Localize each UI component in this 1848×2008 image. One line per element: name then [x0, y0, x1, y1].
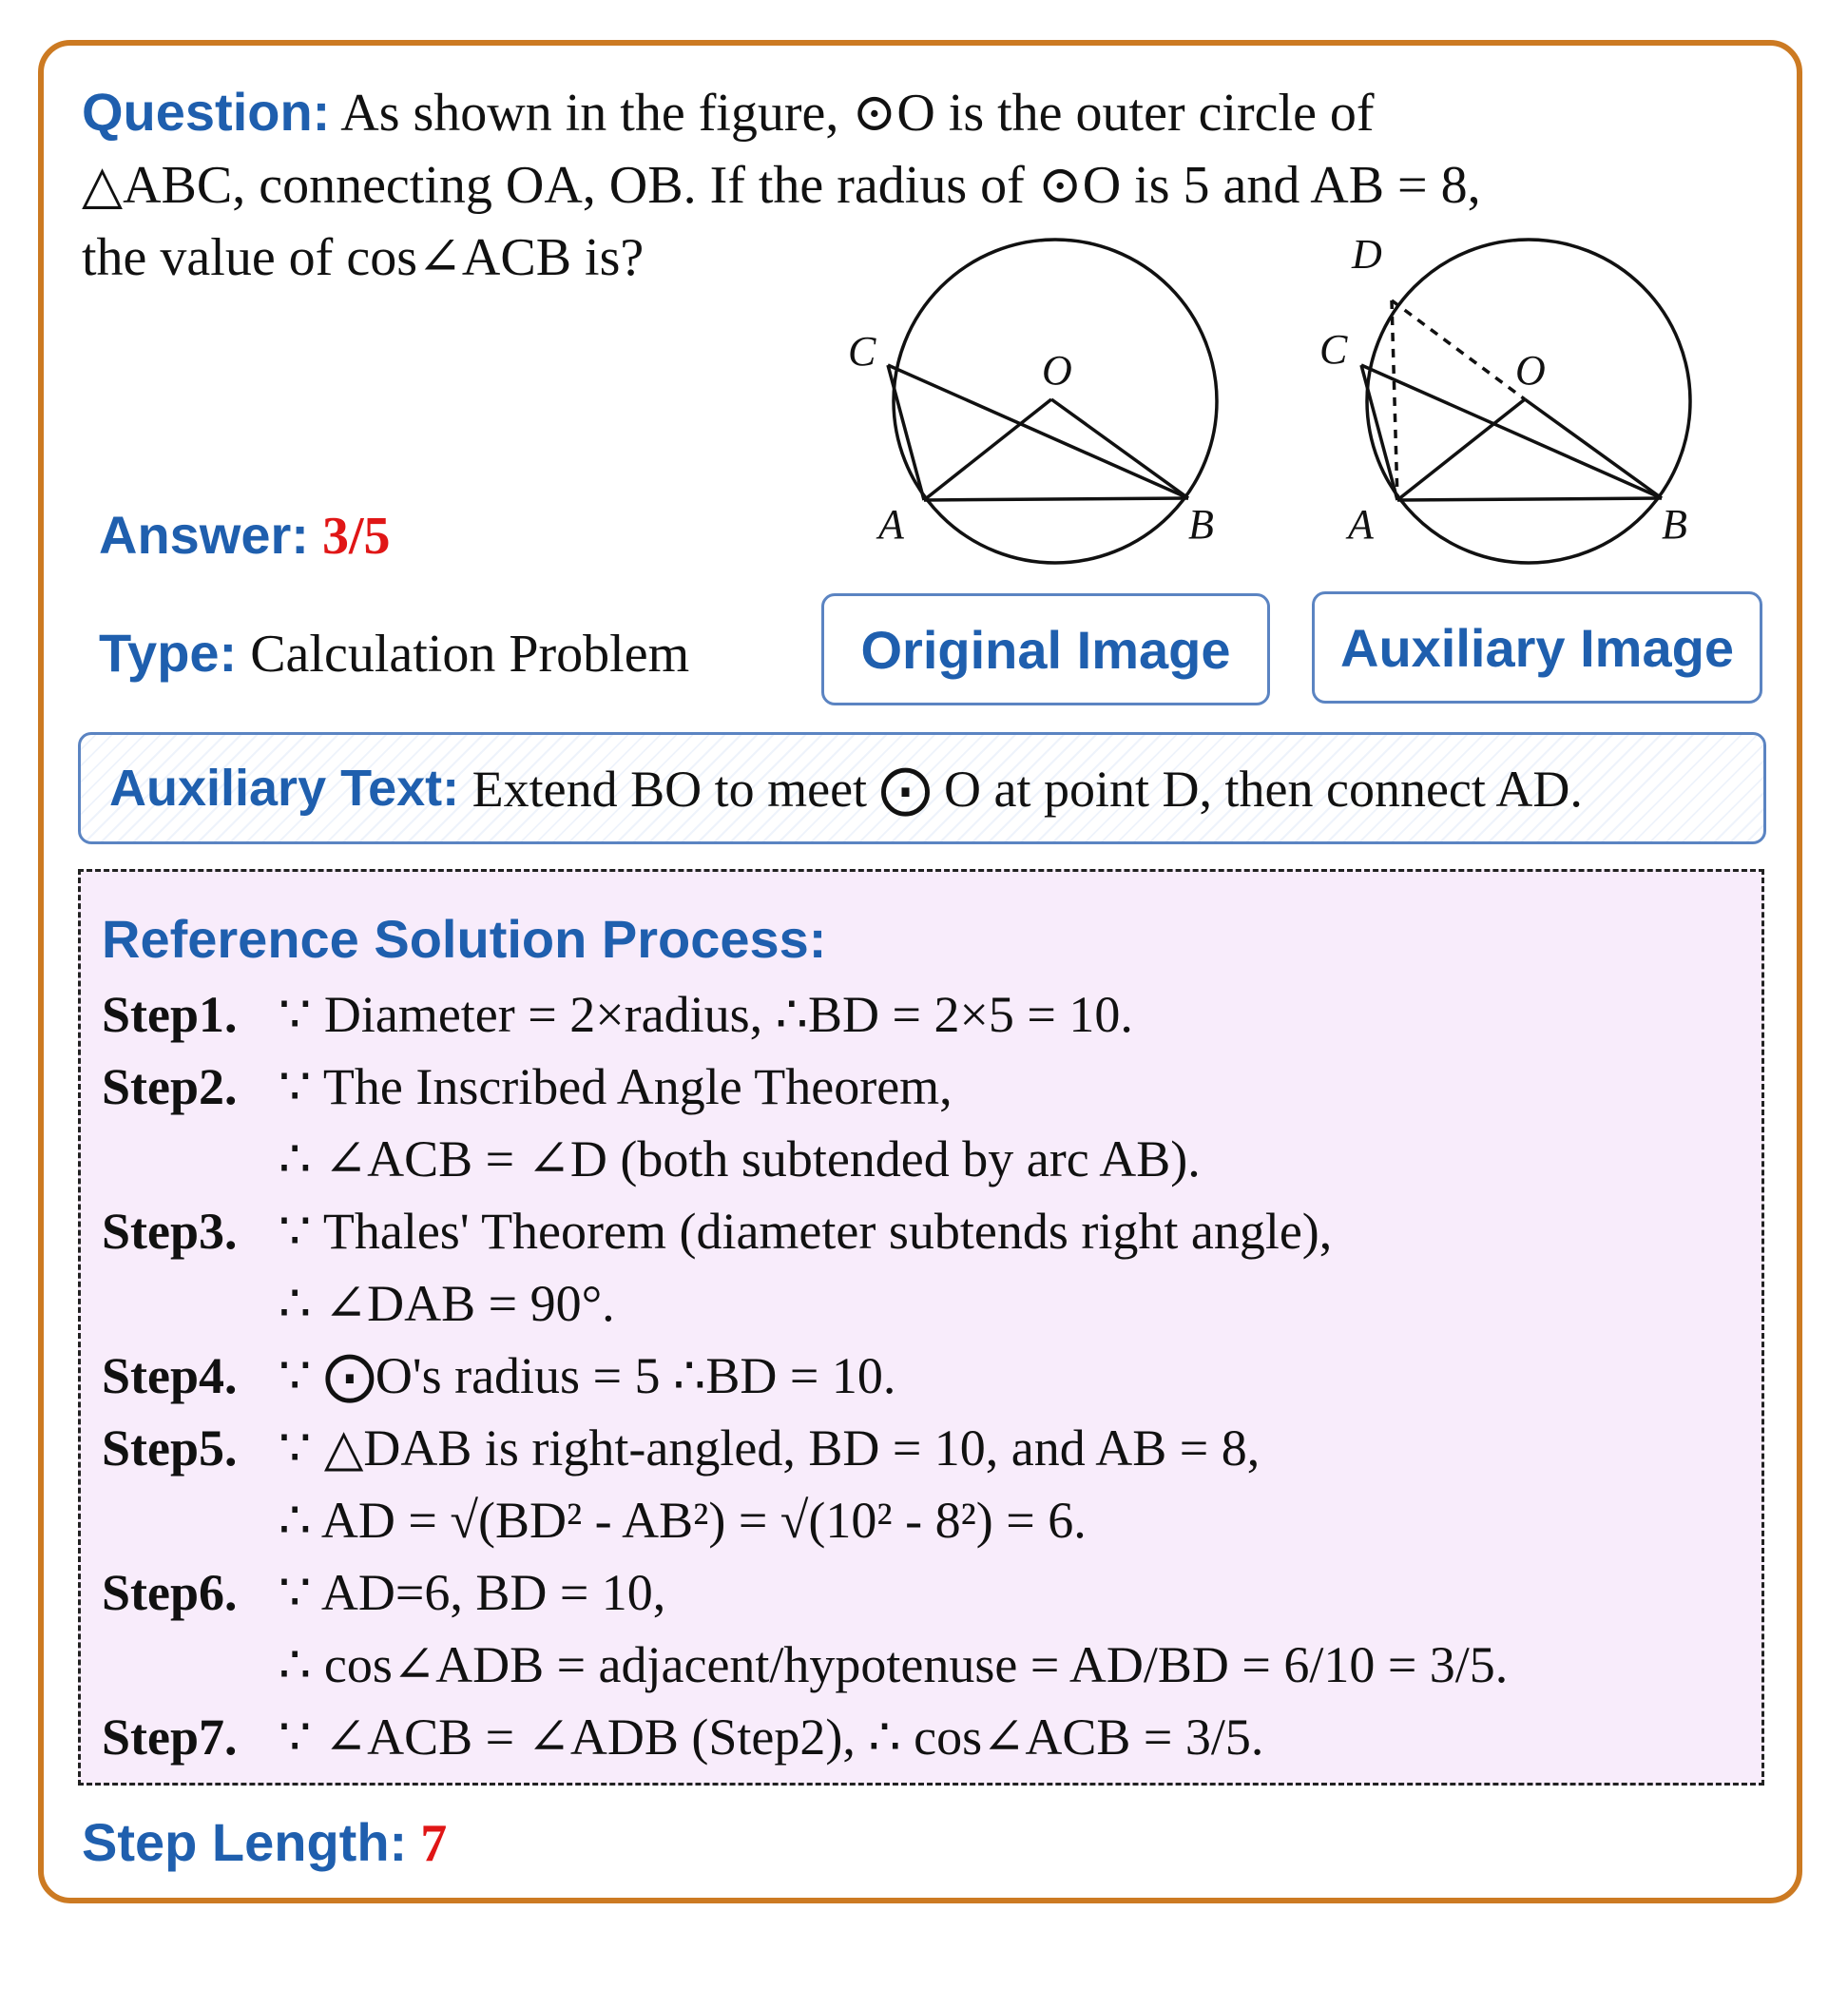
question-line-1: As shown in the figure, ⊙O is the outer circle of — [340, 84, 1375, 143]
step-label: Step1. — [102, 986, 238, 1043]
step-line: ∵ △DAB is right-angled, BD = 10, and AB = 8, — [279, 1419, 1261, 1477]
segment-do-dashed — [1392, 300, 1525, 399]
step-7 — [102, 1701, 1508, 1773]
step-line: ∴ cos∠ADB = adjacent/hypotenuse = AD/BD = 6/10 = 3/5. — [279, 1636, 1509, 1693]
step-label: Step3. — [102, 1203, 238, 1260]
step-line: ∴ AD = √(BD² - AB²) = √(10² - 8²) = 6. — [279, 1492, 1087, 1549]
step-6 — [102, 1556, 1508, 1701]
segment-ca — [888, 365, 924, 500]
point-o-label: O — [1515, 347, 1546, 394]
point-c-label: C — [1319, 326, 1348, 373]
step-line: ∵ Diameter = 2×radius, ∴BD = 2×5 = 10. — [279, 986, 1133, 1043]
point-a-label: A — [1348, 501, 1374, 548]
solution-steps — [102, 978, 1508, 1773]
step-label: Step7. — [102, 1709, 238, 1766]
auxiliary-image-button[interactable]: Auxiliary Image — [1312, 591, 1762, 704]
step-4 — [102, 1340, 1508, 1412]
step-2 — [102, 1051, 1508, 1195]
auxiliary-text-box — [78, 732, 1766, 844]
answer-row — [99, 502, 391, 570]
segment-ob — [1525, 399, 1662, 498]
step-3 — [102, 1195, 1508, 1340]
auxiliary-figure — [1310, 224, 1719, 586]
step-label: Step6. — [102, 1564, 238, 1621]
type-label: Type: — [99, 623, 238, 683]
segment-cb — [1361, 365, 1662, 498]
step-line: ∵ ∠ACB = ∠ADB (Step2), ∴ cos∠ACB = 3/5. — [279, 1709, 1264, 1766]
question-line-3: the value of cos∠ACB is? — [82, 228, 645, 287]
segment-ad-dashed — [1392, 300, 1397, 500]
original-figure — [837, 224, 1245, 586]
type-value: Calculation Problem — [250, 625, 690, 684]
auxiliary-text-label: Auxiliary Text: — [109, 760, 460, 817]
segment-ca — [1361, 365, 1397, 500]
step-length-row — [82, 1806, 447, 1880]
question-label: Question: — [82, 82, 331, 142]
segment-ab — [1397, 498, 1662, 500]
step-line: ∵ ⨀O's radius = 5 ∴BD = 10. — [279, 1347, 896, 1404]
step-1 — [102, 978, 1508, 1051]
answer-value: 3/5 — [321, 507, 391, 566]
solution-box — [78, 869, 1764, 1786]
solution-title: Reference Solution Process: — [102, 909, 827, 969]
question-line-2: △ABC, connecting OA, OB. If the radius of ⊙O is 5 and AB = 8, — [82, 156, 1481, 215]
point-a-label: A — [878, 501, 904, 548]
point-d-label: D — [1352, 231, 1382, 278]
point-b-label: B — [1188, 501, 1214, 548]
step-line: ∵ Thales' Theorem (diameter subtends right angle), — [279, 1203, 1333, 1260]
step-line: ∵ The Inscribed Angle Theorem, — [279, 1058, 953, 1115]
segment-ab — [924, 498, 1188, 500]
type-row — [99, 620, 689, 687]
segment-oa — [924, 399, 1051, 500]
auxiliary-text-value: Extend BO to meet ⨀ O at point D, then connect AD. — [472, 760, 1583, 818]
point-c-label: C — [848, 328, 876, 375]
point-o-label: O — [1042, 347, 1072, 394]
segment-cb — [888, 365, 1188, 498]
step-line: ∴ ∠ACB = ∠D (both subtended by arc AB). — [279, 1130, 1201, 1187]
answer-label: Answer: — [99, 505, 309, 565]
segment-oa — [1397, 399, 1525, 500]
step-line: ∵ AD=6, BD = 10, — [279, 1564, 666, 1621]
point-b-label: B — [1662, 501, 1687, 548]
original-image-button[interactable]: Original Image — [821, 593, 1270, 705]
step-length-label: Step Length: — [82, 1812, 408, 1872]
step-line: ∴ ∠DAB = 90°. — [279, 1275, 615, 1332]
step-label: Step5. — [102, 1419, 238, 1477]
step-label: Step4. — [102, 1347, 238, 1404]
segment-ob — [1051, 399, 1188, 498]
step-label: Step2. — [102, 1058, 238, 1115]
step-length-value: 7 — [420, 1814, 448, 1873]
step-5 — [102, 1412, 1508, 1556]
